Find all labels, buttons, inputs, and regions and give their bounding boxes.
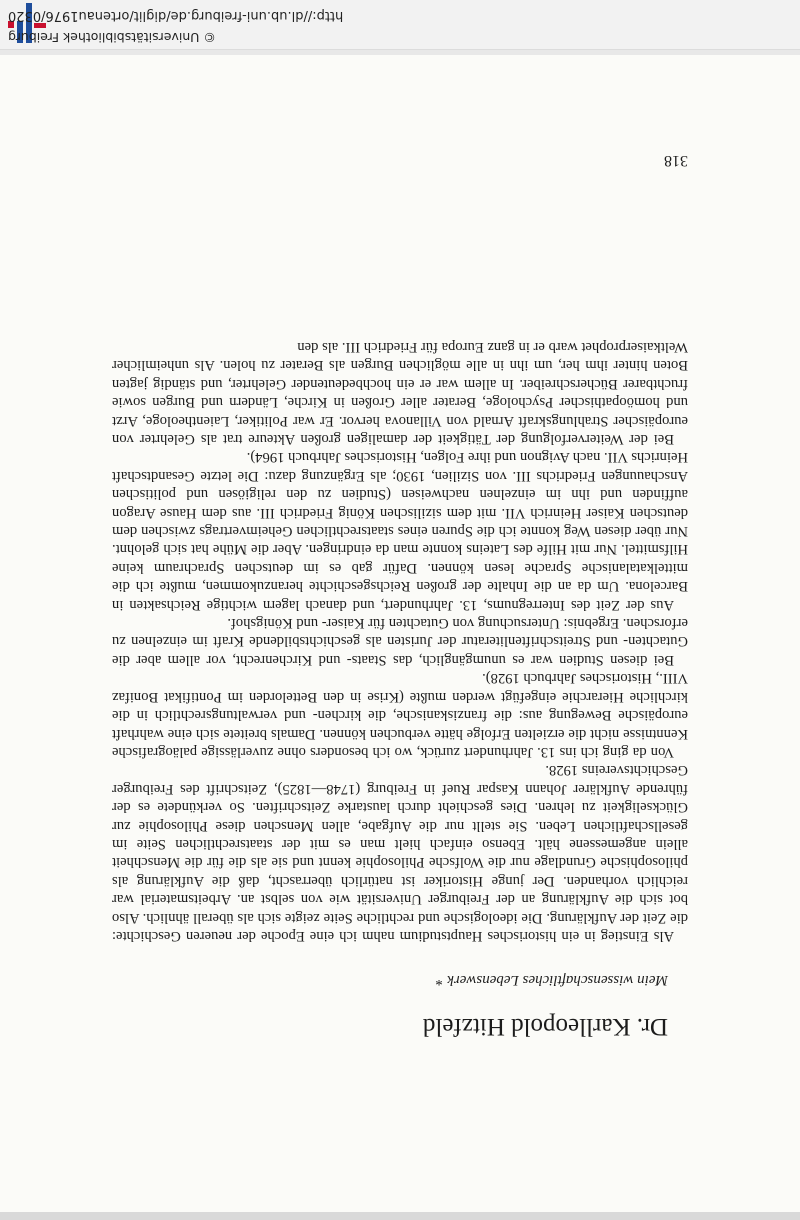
paragraph: Bei der Weiterverfolgung der Tätigkeit der damaligen großen Akteure trat als Gelehrter von europäischer Strahlungskraft Arnald von Villanova hervor. Er war Politiker, Laientheologe, Arzt und homöopathischer Psychologe, Berater aller Großen in Kirche, Ländern und Burgen sowie fruchtbarer Bücherschreiber. In allem war er ein hochbedeutender Gelehrter, und ständig jagten Boten hinter ihm her, um ihn in alle möglichen Burgen als Berater zu holen. Als unheimlicher Weltkaiserprophet warb er in ganz Europa für Friedrich III. als den bbox=[112, 339, 688, 448]
source-url-link[interactable]: http://dl.ub.uni-freiburg.de/diglit/ortenau1976/0320 bbox=[8, 8, 344, 23]
paragraph: Aus der Zeit des Interregnums, 13. Jahrhundert, und danach lagern wichtige Reichsakten in Barcelona. Um da an die Inhalte der großen Reichsgeschichte heranzukommen, mußte ich die mittelkatalanische Sprache lesen können. Dafür gab es im deutschen Sprachraum keine Hilfsmittel. Nur mit Hilfe des Lateins konnte man da eindringen. Aber die Mühe hat sich gelohnt. Nur über diesen Weg konnte ich die Spuren eines staatsrechtlichen Geheimvertrags zwischen dem deutschen Kaiser Heinrich VII. mit dem sizilischen König Friedrich III. aus dem Hause Aragon auffinden und ihn im einzelnen nachweisen (Studien zu den religiösen und politischen Anschauungen Friedrichs III. von Sizilien, 1930; als Ergänzung dazu: Die letzte Gesandtschaft Heinrichs VII. nach Avignon und ihre Folgen, Historisches Jahrbuch 1964). bbox=[112, 449, 688, 613]
article-subtitle: Mein wissenschaftliches Lebenswerk * bbox=[435, 972, 668, 988]
article-body bbox=[112, 338, 688, 945]
scroll-track[interactable] bbox=[0, 1212, 800, 1220]
paragraph: Bei diesen Studien war es unumgänglich, das Staats- und Kirchenrecht, vor allem aber die Gutachten- und Streitschriftenliteratur der Juristen als geschichtsbildende Kraft im einzelnen zu erforschen. Ergebnis: Untersuchung von Gutachten für Kaiser- und Königshof. bbox=[112, 615, 688, 668]
article-title: Dr. Karlleopold Hitzfeld bbox=[422, 1013, 668, 1040]
scanned-page bbox=[0, 55, 800, 1220]
paragraph: Von da ging ich ins 13. Jahrhundert zurück, wo ich besonders ohne zuverlässige paläografische Kenntnisse nicht die erzielten Erfolge hätte verbuchen können. Damals breitete sich eine wahrhaft europäische Bewegung aus: die franziskanische, die kirchen- und verwaltungsrechtlich in die kirchliche Hierarchie eingefügt werden mußte (Krise in den Bettelorden im Pontifikat Bonifaz VIII., Historisches Jahrbuch 1928). bbox=[112, 670, 688, 760]
copyright-label: © Universitätsbibliothek Freiburg bbox=[8, 30, 216, 45]
page-number: 318 bbox=[664, 152, 688, 169]
library-header bbox=[0, 0, 800, 50]
paragraph: Als Einstieg in ein historisches Hauptstudium nahm ich eine Epoche der neueren Geschichte: die Zeit der Aufklärung. Die ideologische und rechtliche Seite zeigte sich als überall ähnlich. Also bot sich die Aufklärung an der Freiburger Universität wie von selbst an. Arbeitsmaterial war reichlich vorhanden. Der junge Historiker ist natürlich überrascht, daß die Aufklärung als philosophische Grundlage nur die Wolfsche Philosophie kennt und sie als die für die Menschheit allein angemessene hält. Ebenso einfach hielt man es mit der staatsrechtlichen Seite im gesellschaftlichen Leben. Sie stellt nur die Aufgabe, allen Menschen diese Philosophie zur Glückseligkeit zu lehren. Dies geschieht durch laustarke Zeitschriften. So verkündete es der führende Aufklärer Johann Kaspar Ruef in Freiburg (1748—1825), Zeitschrift des Freiburger Geschichtsvereins 1928. bbox=[112, 762, 688, 944]
